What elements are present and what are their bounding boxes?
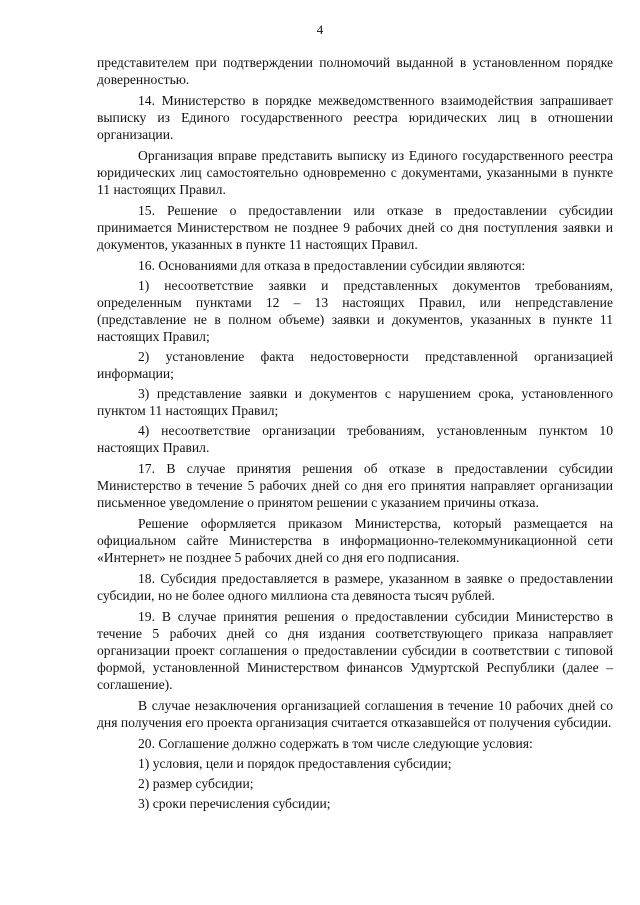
list-item-16-1: 1) несоответствие заявки и представленных документов требованиям, определенным пунктами 12 – 13 настоящих Правил, или непредставление (представление не в полном объеме) заявки и документов, указанных в пункте 11 настоящих Правил; xyxy=(97,278,613,344)
paragraph-extract-right: Организация вправе представить выписку из Единого государственного реестра юридических лиц самостоятельно одновременно с документами, указанными в пункте 11 настоящих Правил. xyxy=(97,148,613,197)
paragraph-item-16: 16. Основаниями для отказа в предоставлении субсидии являются: xyxy=(138,258,526,273)
paragraph-item-18: 18. Субсидия предоставляется в размере, указанном в заявке о предоставлении субсидии, но не более одного миллиона ста девяноста тысяч рублей. xyxy=(97,571,613,603)
list-item-20-2: 2) размер субсидии; xyxy=(138,776,254,791)
list-item-20-1: 1) условия, цели и порядок предоставления субсидии; xyxy=(138,756,452,771)
paragraph-decision-order: Решение оформляется приказом Министерства, который размещается на официальном сайте Министерства в информационно-телекоммуникационной сети «Интернет» не позднее 5 рабочих дней со дня его подписания. xyxy=(97,516,613,565)
paragraph-item-14: 14. Министерство в порядке межведомственного взаимодействия запрашивает выписку из Единого государственного реестра юридических лиц в отношении организации. xyxy=(97,93,613,142)
list-item-16-3: 3) представление заявки и документов с нарушением срока, установленного пунктом 11 настоящих Правил; xyxy=(97,386,613,418)
list-item-16-4: 4) несоответствие организации требованиям, установленным пунктом 10 настоящих Правил. xyxy=(97,423,613,455)
paragraph-non-conclusion: В случае незаключения организацией соглашения в течение 10 рабочих дней со дня получения его проекта организация считается отказавшейся от получения субсидии. xyxy=(97,698,613,730)
page-number: 4 xyxy=(316,22,324,37)
paragraph-item-19: 19. В случае принятия решения о предоставлении субсидии Министерство в течение 5 рабочих дней со дня издания соответствующего приказа направляет организации проект соглашения о предоставлении субсидии в соответствии с типовой формой, установленной Министерством финансов Удмуртской Республики (далее – соглашение). xyxy=(97,609,613,692)
list-item-20-3: 3) сроки перечисления субсидии; xyxy=(138,796,331,811)
paragraph-item-17: 17. В случае принятия решения об отказе в предоставлении субсидии Министерство в течение 5 рабочих дней со дня его принятия направляет организации письменное уведомление о принятом решении с указанием причины отказа. xyxy=(97,461,613,510)
paragraph-item-20: 20. Соглашение должно содержать в том числе следующие условия: xyxy=(138,736,533,751)
document-body xyxy=(97,54,613,815)
paragraph-item-15: 15. Решение о предоставлении или отказе в предоставлении субсидии принимается Министерством не позднее 9 рабочих дней со дня поступления заявки и документов, указанных в пункте 11 настоящих Правил. xyxy=(97,203,613,252)
list-item-16-2: 2) установление факта недостоверности представленной организацией информации; xyxy=(97,349,613,381)
paragraph-continuation: представителем при подтверждении полномочий выданной в установленном порядке доверенностью. xyxy=(97,55,613,87)
